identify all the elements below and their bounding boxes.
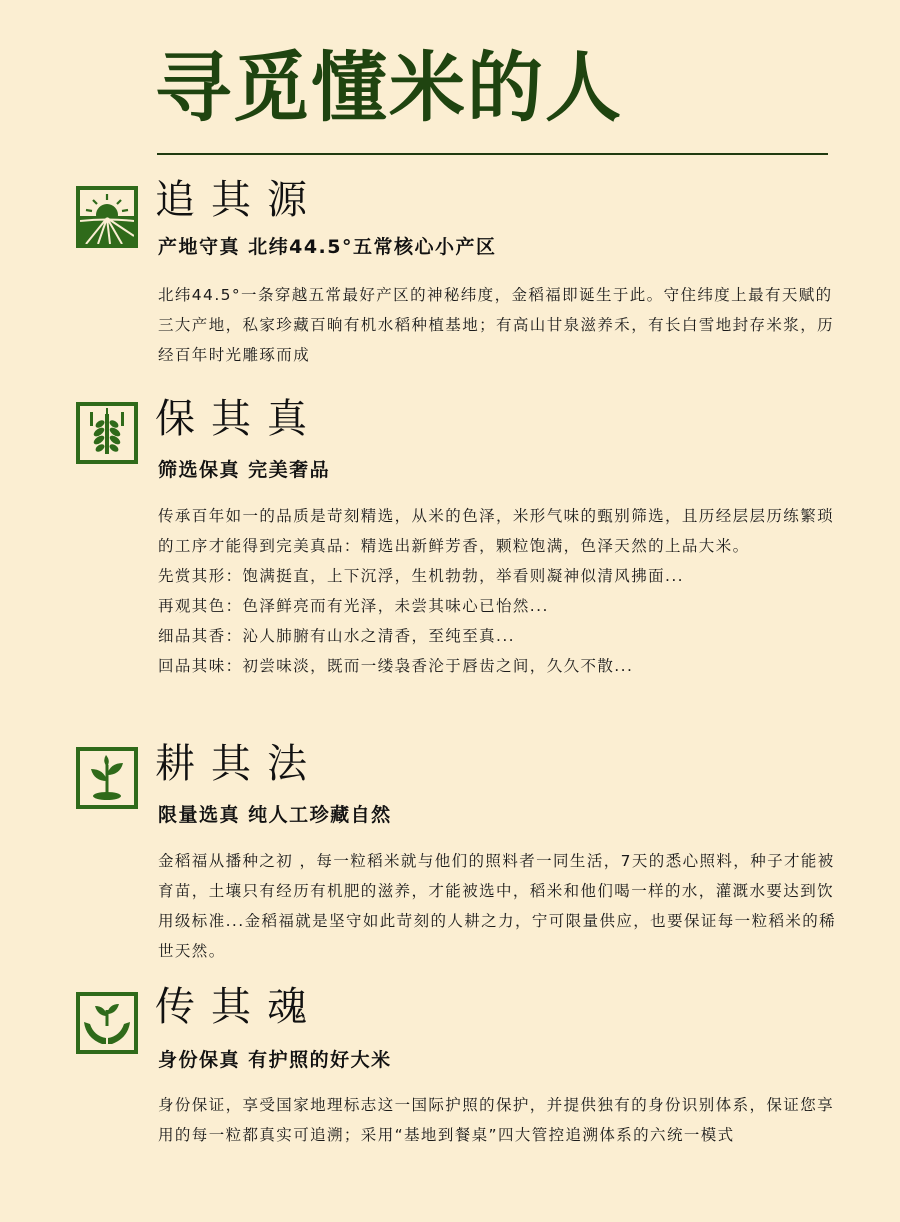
body-paragraph: 身份保证，享受国家地理标志这一国际护照的保护，并提供独有的身份识别体系，保证您享用的每一粒都真实可追溯；采用“基地到餐桌”四大管控追溯体系的六统一模式 [158,1096,835,1144]
body-paragraph: 北纬44.5°一条穿越五常最好产区的神秘纬度，金稻福即诞生于此。守住纬度上最有天赋的三大产地，私家珍藏百晌有机水稻种植基地；有高山甘泉滋养禾，有长白雪地封存米浆，历经百年时光雕琢而成 [158,286,835,364]
section-subheading: 筛选保真 完美奢品 [158,459,331,481]
section-subheading: 限量选真 纯人工珍藏自然 [158,804,392,826]
section-heading: 耕其法 [155,741,323,787]
section-body [158,501,838,681]
body-paragraph: 先赏其形：饱满挺直，上下沉浮，生机勃勃，举看则凝神似清风拂面... [158,567,684,585]
title-divider [157,153,828,155]
body-paragraph: 传承百年如一的品质是苛刻精选，从米的色泽，米形气味的甄别筛选，且历经层层历练繁琐的工序才能得到完美真品：精选出新鲜芳香，颗粒饱满，色泽天然的上品大米。 [158,507,835,555]
section-body [158,280,838,370]
sprout-icon [76,747,138,809]
sunrise-field-icon [76,186,138,248]
section-heading: 保其真 [155,396,323,442]
body-paragraph: 金稻福从播种之初 ，每一粒稻米就与他们的照料者一同生活，7天的悉心照料，种子才能被育苗，土壤只有经历有机肥的滋养，才能被选中，稻米和他们喝一样的水，灌溉水要达到饮用级标准...金稻福就是坚守如此苛刻的人耕之力，宁可限量供应，也要保证每一粒稻米的稀世天然。 [158,852,837,960]
section-subheading: 产地守真 北纬44.5°五常核心小产区 [158,236,497,258]
section-heading: 传其魂 [155,984,323,1030]
page-title: 寻觅懂米的人 [155,43,623,132]
body-paragraph: 细品其香：沁人肺腑有山水之清香，至纯至真... [158,627,515,645]
hands-sprout-icon [76,992,138,1054]
body-paragraph: 回品其味：初尝味淡，既而一缕袅香沦于唇齿之间，久久不散... [158,657,634,675]
section-body [158,1090,838,1150]
body-paragraph: 再观其色：色泽鲜亮而有光泽，未尝其味心已怡然... [158,597,549,615]
wheat-ear-icon [76,402,138,464]
section-subheading: 身份保真 有护照的好大米 [158,1049,392,1071]
section-heading: 追其源 [155,177,323,223]
section-body [158,846,838,966]
